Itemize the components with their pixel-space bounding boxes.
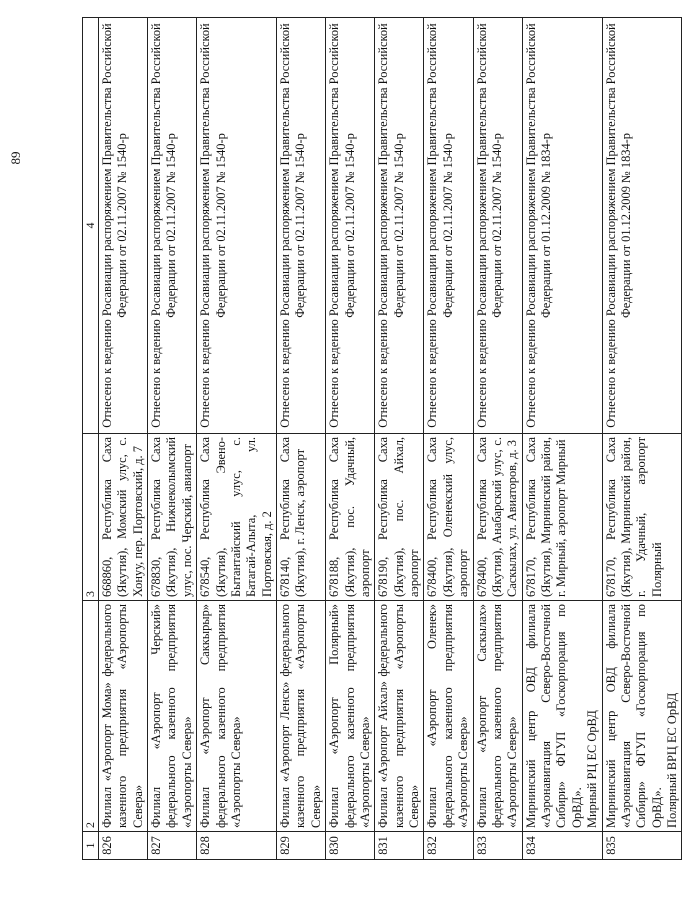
row-number: 834 — [522, 832, 602, 860]
row-number: 830 — [326, 832, 375, 860]
address: 678830, Республика Саха (Якутия), Нижнеколымский улус, пос. Черский, авиапорт — [148, 434, 197, 601]
address: 678400, Республика Саха (Якутия), Оленекский улус, аэропорт — [424, 434, 473, 601]
row-number: 828 — [197, 832, 277, 860]
note: Отнесено к ведению Росавиации распоряжением Правительства Российской Федерации от 02.11.2007 № 1540-р — [277, 18, 326, 434]
address: 678400, Республика Саха (Якутия), Анабарский улус, с. Саскылах, ул. Авиаторов, д. 3 — [473, 434, 522, 601]
row-number: 835 — [602, 832, 682, 860]
column-header-2: 2 — [83, 601, 99, 832]
row-number: 832 — [424, 832, 473, 860]
table-row — [197, 18, 277, 860]
table-row — [375, 18, 424, 860]
organization-name: Филиал «Аэропорт Айхал» федерального казенного предприятия «Аэропорты Севера» — [375, 601, 424, 832]
address: 678190, Республика Саха (Якутия), пос. Айхал, аэропорт — [375, 434, 424, 601]
organization-name: Филиал «Аэропорт Ленск» федерального казенного предприятия «Аэропорты Севера» — [277, 601, 326, 832]
header-row — [83, 18, 99, 860]
row-number: 829 — [277, 832, 326, 860]
row-number: 827 — [148, 832, 197, 860]
column-header-1: 1 — [83, 832, 99, 860]
note: Отнесено к ведению Росавиации распоряжением Правительства Российской Федерации от 02.11.2007 № 1540-р — [473, 18, 522, 434]
note: Отнесено к ведению Росавиации распоряжением Правительства Российской Федерации от 01.12.2009 № 1834-р — [602, 18, 682, 434]
organization-name: Филиал «Аэропорт Черский» федерального казенного предприятия «Аэропорты Севера» — [148, 601, 197, 832]
table-row — [522, 18, 602, 860]
note: Отнесено к ведению Росавиации распоряжением Правительства Российской Федерации от 02.11.2007 № 1540-р — [98, 18, 147, 434]
address: 678140, Республика Саха (Якутия), г. Ленск, аэропорт — [277, 434, 326, 601]
address: 678170, Республика Саха (Якутия), Мирнинский район, г. Мирный, аэропорт Мирный — [522, 434, 602, 601]
row-number: 826 — [98, 832, 147, 860]
table-row — [473, 18, 522, 860]
organization-name: Филиал «Аэропорт Саскылах» федерального казенного предприятия «Аэропорты Севера» — [473, 601, 522, 832]
note: Отнесено к ведению Росавиации распоряжением Правительства Российской Федерации от 01.12.2009 № 1834-р — [522, 18, 602, 434]
note: Отнесено к ведению Росавиации распоряжением Правительства Российской Федерации от 02.11.2007 № 1540-р — [375, 18, 424, 434]
table-row — [602, 18, 682, 860]
organization-name: Мирнинский центр ОВД филиала «Аэронавигация Северо-Восточной Сибири» ФГУП «Госкорпорация по ОрВД». Мирный РЦ ЕС ОрВД — [522, 601, 602, 832]
table-row — [98, 18, 147, 860]
rotated-table-container — [82, 17, 679, 860]
organization-name: Филиал «Аэропорт Оленек» федерального казенного предприятия «Аэропорты Севера» — [424, 601, 473, 832]
note: Отнесено к ведению Росавиации распоряжением Правительства Российской Федерации от 02.11.2007 № 1540-р — [148, 18, 197, 434]
row-number: 831 — [375, 832, 424, 860]
address: 678188, Республика Саха (Якутия), пос. Удачный, аэропорт — [326, 434, 375, 601]
table-row — [277, 18, 326, 860]
organization-name: Филиал «Аэропорт Мома» федерального казенного предприятия «Аэропорты Севера» — [98, 601, 147, 832]
note: Отнесено к ведению Росавиации распоряжением Правительства Российской Федерации от 02.11.2007 № 1540-р — [326, 18, 375, 434]
organization-name: Мирнинский центр ОВД филиала «Аэронавигация Северо-Восточной Сибири» ФГУП «Госкорпорация по ОрВД». Полярный ВРЦ ЕС ОрВД — [602, 601, 682, 832]
note: Отнесено к ведению Росавиации распоряжением Правительства Российской Федерации от 02.11.2007 № 1540-р — [197, 18, 277, 434]
address: 678540, Республика Саха (Якутия), Эвено-Бытантайский улус, с. Батагай-Алыта, ул. Портовская, д. 2 — [197, 434, 277, 601]
table-row — [148, 18, 197, 860]
note: Отнесено к ведению Росавиации распоряжением Правительства Российской Федерации от 02.11.2007 № 1540-р — [424, 18, 473, 434]
page-number: 89 — [8, 151, 23, 165]
table-row — [424, 18, 473, 860]
address: 678170, Республика Саха (Якутия), Мирнинский район, г. Удачный, аэропорт Полярный — [602, 434, 682, 601]
column-header-4: 4 — [83, 18, 99, 434]
table-row — [326, 18, 375, 860]
row-number: 833 — [473, 832, 522, 860]
registry-table — [82, 17, 682, 860]
organization-name: Филиал «Аэропорт Полярный» федерального казенного предприятия «Аэропорты Севера» — [326, 601, 375, 832]
address: 668860, Республика Саха (Якутия), Момский улус, с. Хонуу, пер. Портовский, д. 7 — [98, 434, 147, 601]
organization-name: Филиал «Аэропорт Саккырыр» федерального казенного предприятия «Аэропорты Севера» — [197, 601, 277, 832]
column-header-3: 3 — [83, 434, 99, 601]
